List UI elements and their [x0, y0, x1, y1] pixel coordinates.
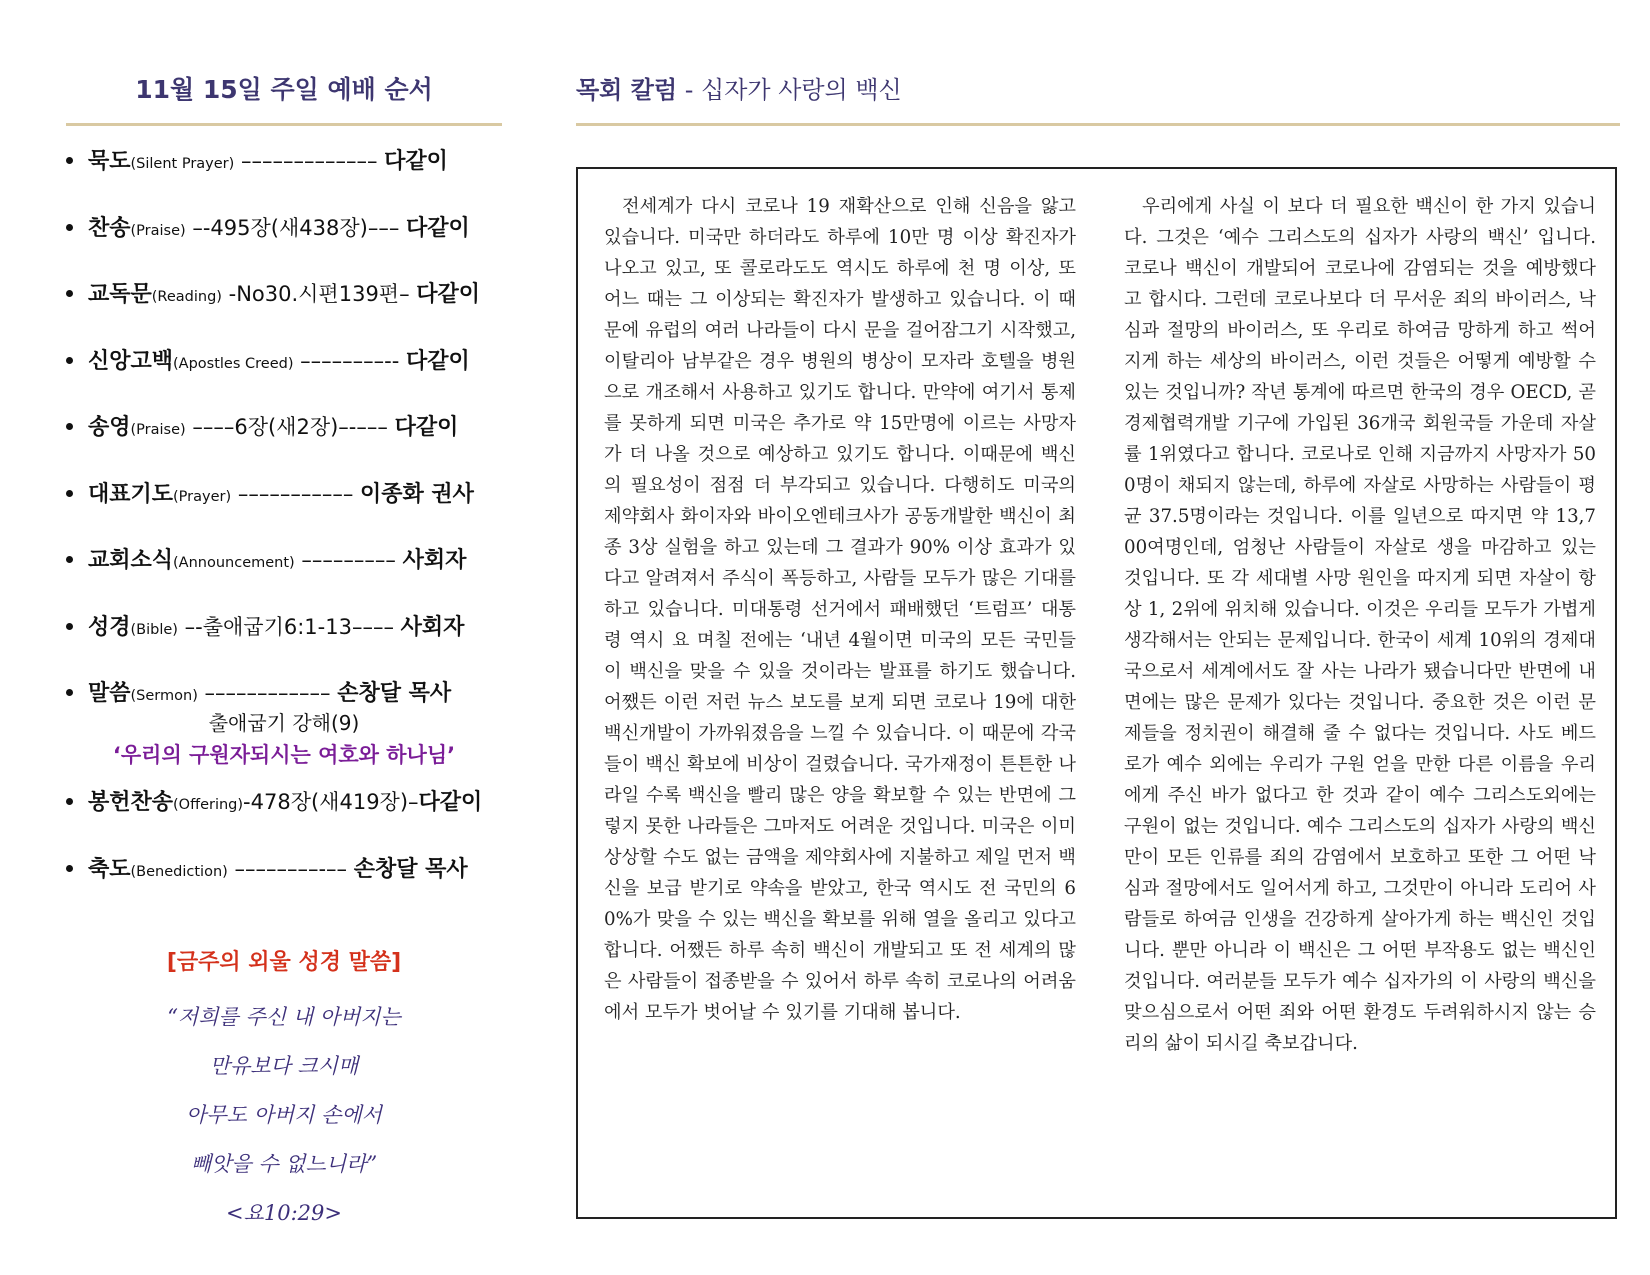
worship-order-list: [66, 146, 502, 920]
column-heading-title: - 십자가 사랑의 백신: [677, 76, 902, 104]
title-divider: [66, 123, 502, 126]
order-detail: –––––––––––––: [234, 149, 385, 173]
order-item-announcement: [66, 545, 502, 612]
article-column-2: 우리에게 사실 이 보다 더 필요한 백신이 한 가지 있습니다. 그것은 ‘예수 그리스도의 십자가 사랑의 백신’ 입니다. 코로나 백신이 개발되어 코로나에 감염되는 것을 예방했다고 합시다. 그런데 코로나보다 더 무서운 죄의 바이러스, 낙심과 절망의 바이러스, 또 우리로 하여금 망하게 하고 썩어지게 하는 세상의 바이러스, 이런 것들은 어떻게 예방할 수 있는 것입니까? 작년 통계에 따르면 한국의 경우 OECD, 곧 경제협력개발 기구에 가입된 36개국 회원국들 가운데 자살률 1위였다고 합니다. 코로나로 인해 지금까지 사망자가 500명이 채되지 않는데, 하루에 자살로 사망하는 사람들이 평균 37.5명이라는 것입니다. 이를 일년으로 따지면 약 13,700여명인데, 엄청난 사람들이 자살로 생을 마감하고 있는 것입니다. 또 각 세대별 사망 원인을 따지게 되면 자살이 항상 1, 2위에 위치해 있습니다. 이것은 우리들 모두가 가볍게 생각해서는 안되는 문제입니다. 한국이 세계 10위의 경제대국으로서 세계에서도 잘 사는 나라가 됐습니다만 반면에 내면에는 많은 문제가 있다는 것입니다. 중요한 것은 이런 문제들을 정치권이 해결해 줄 수 없다는 것입니다. 사도 베드로가 예수 외에는 우리가 구원 얻을 만한 다른 이름을 우리에게 주신 바가 없다고 한 것과 같이 예수 그리스도외에는 구원이 없는 것입니다. 예수 그리스도의 십자가 사랑의 백신만이 모든 인류를 죄의 감염에서 보호하고 또한 그 어떤 낙심과 절망에서도 일어서게 하고, 그것만이 아니라 도리어 사람들로 하여금 인생을 건강하게 살아가게 하는 백신인 것입니다. 뿐만 아니라 이 백신은 그 어떤 부작용도 없는 백신인 것입니다. 여러분들 모두가 예수 십자가의 이 사랑의 백신을 맞으심으로서 어떤 죄와 어떤 환경도 두려워하시지 않는 승리의 삶이 되시길 축보갑니다.: [1124, 196, 1596, 1054]
order-detail: ––––––––--: [293, 348, 407, 373]
order-leader: 사회자: [402, 548, 467, 573]
column-heading-label: 목회 칼럼: [576, 76, 678, 104]
order-name: 송영: [88, 415, 131, 440]
worship-order-title: 11월 15일 주일 예배 순서: [135, 75, 433, 104]
order-item-praise: [66, 213, 502, 280]
memory-verse-line: “저희를 주신 내 아버지는: [167, 1005, 401, 1029]
order-english: (Prayer): [173, 488, 232, 505]
bullet-icon: [66, 224, 73, 231]
order-item-benediction: [66, 854, 502, 921]
memory-verse-heading: [금주의 외울 성경 말씀]: [166, 950, 402, 975]
order-item-bible: [66, 612, 502, 679]
order-item-reading: [66, 279, 502, 346]
bullet-icon: [66, 865, 73, 872]
order-name: 대표기도: [88, 481, 174, 507]
order-english: (Benediction): [130, 863, 228, 880]
order-detail: -No30.시편139편–: [221, 282, 417, 306]
bullet-icon: [66, 689, 73, 696]
order-english: (Apostles Creed): [173, 355, 294, 372]
article-box: [576, 167, 1617, 1219]
order-leader: 다같이: [406, 348, 470, 374]
order-detail: ––––––––––––: [197, 681, 338, 705]
memory-verse-reference: <요10:29>: [226, 1201, 342, 1225]
bullet-icon: [66, 157, 73, 164]
order-name: 봉헌찬송: [88, 790, 174, 815]
bullet-icon: [66, 490, 73, 497]
column-heading: [576, 70, 1620, 110]
order-english: (Offering): [173, 797, 244, 813]
article-column-1: 전세계가 다시 코로나 19 재확산으로 인해 신음을 앓고 있습니다. 미국만 하더라도 하루에 10만 명 이상 확진자가 나오고 있고, 또 콜로라도도 역시도 하루에 천 명 이상, 또 어느 때는 그 이상되는 확진자가 발생하고 있습니다. 이 때문에 유럽의 여러 나라들이 다시 문을 걸어잠그기 시작했고, 이탈리아 남부같은 경우 병원의 병상이 모자라 호텔을 병원으로 개조해서 사용하고 있기도 합니다. 만약에 여기서 통제를 못하게 되면 미국은 추가로 약 15만명에 이르는 사망자가 더 나올 것으로 예상하고 있기도 합니다. 이때문에 백신의 필요성이 점점 더 부각되고 있습니다. 다행히도 미국의 제약회사 화이자와 바이오엔테크사가 공동개발한 백신이 최종 3상 실험을 하고 있는데 그 결과가 90% 이상 효과가 있다고 알려져서 주식이 폭등하고, 사람들 모두가 많은 기대를 하고 있습니다. 미대통령 선거에서 패배했던 ‘트럼프’ 대통령 역시 요 며칠 전에는 ‘내년 4월이면 미국의 모든 국민들이 백신을 맞을 수 있을 것이라는 발표를 하기도 했습니다. 어쨌든 이런 저런 뉴스 보도를 보게 되면 코로나 19에 대한 백신개발이 가까워졌음을 느낄 수 있습니다. 이 때문에 각국들이 백신 확보에 비상이 걸렸습니다. 국가재정이 튼튼한 나라일 수록 백신을 빨리 많은 양을 확보할 수 있는 반면에 그렇지 못한 나라들은 그마저도 어려운 것입니다. 미국은 이미 상상할 수도 없는 금액을 제약회사에 지불하고 제일 먼저 백신을 보급 받기로 약속을 받았고, 한국 역시도 전 국민의 60%가 맞을 수 있는 백신을 확보를 위해 열을 올리고 있다고 합니다. 어쨌든 하루 속히 백신이 개발되고 또 전 세계의 많은 사람들이 접종받을 수 있어서 하루 속히 코로나의 어려움에서 모두가 벗어날 수 있기를 기대해 봅니다.: [604, 196, 1076, 1023]
order-english: (Announcement): [173, 555, 295, 571]
order-detail: ––––––––-––: [227, 856, 354, 881]
order-english: (Silent Prayer): [130, 156, 235, 172]
order-leader: 다같이: [406, 215, 470, 241]
order-english: (Sermon): [130, 688, 198, 704]
order-item-doxology: [66, 412, 502, 479]
order-leader: 손창달 목사: [353, 856, 468, 882]
order-english: (Bible): [130, 621, 178, 638]
worship-order-panel: [66, 70, 502, 920]
pastor-column-panel: [576, 70, 1620, 126]
bullet-icon: [66, 423, 73, 430]
order-leader: 사회자: [400, 614, 465, 640]
order-name: 묵도: [88, 149, 131, 174]
order-detail: –––––––––: [294, 548, 403, 572]
order-leader: 손창달 목사: [337, 681, 452, 706]
order-detail: –-출애굽기6:1-13––––: [177, 614, 401, 639]
order-english: (Praise): [130, 422, 186, 438]
order-item-sermon: [66, 678, 502, 787]
sermon-book: 출애굽기 강해(9): [208, 711, 360, 735]
memory-verse-line: 아무도 아버지 손에서: [186, 1103, 382, 1127]
order-name: 축도: [88, 856, 131, 882]
order-leader: 다같이: [416, 282, 481, 307]
order-leader: 다같이: [394, 415, 459, 440]
order-name: 말씀: [88, 681, 131, 706]
order-english: (Praise): [130, 222, 186, 239]
bullet-icon: [66, 556, 73, 563]
memory-verse-line: 빼앗을 수 없느니라”: [190, 1152, 378, 1176]
bullet-icon: [66, 290, 73, 297]
bullet-icon: [66, 798, 73, 805]
order-item-offering: [66, 787, 502, 854]
order-name: 교독문: [88, 282, 152, 307]
bullet-icon: [66, 357, 73, 364]
order-detail: –––––––––––: [231, 481, 360, 506]
order-detail: ––––6장(새2장)–-–––: [185, 415, 395, 439]
order-name: 교회소식: [88, 548, 174, 573]
order-leader: 다같이: [418, 790, 483, 815]
bullet-icon: [66, 623, 73, 630]
order-item-prayer: [66, 479, 502, 546]
order-detail: –-495장(새438장)–––: [185, 215, 407, 240]
order-leader: 이종화 권사: [360, 481, 474, 507]
order-english: (Reading): [151, 289, 222, 305]
order-leader: 다같이: [384, 149, 448, 174]
order-item-creed: [66, 346, 502, 413]
order-name: 찬송: [88, 215, 131, 241]
sermon-title: ‘우리의 구원자되시는 여호와 하나님’: [112, 743, 456, 767]
memory-verse-line: 만유보다 크시매: [209, 1054, 359, 1078]
column-divider: [576, 123, 1620, 126]
order-item-silent-prayer: [66, 146, 502, 213]
memory-verse: [66, 993, 502, 1238]
order-detail: -478장(새419장)–: [243, 790, 419, 814]
order-name: 성경: [88, 614, 131, 640]
order-name: 신앙고백: [88, 348, 174, 374]
